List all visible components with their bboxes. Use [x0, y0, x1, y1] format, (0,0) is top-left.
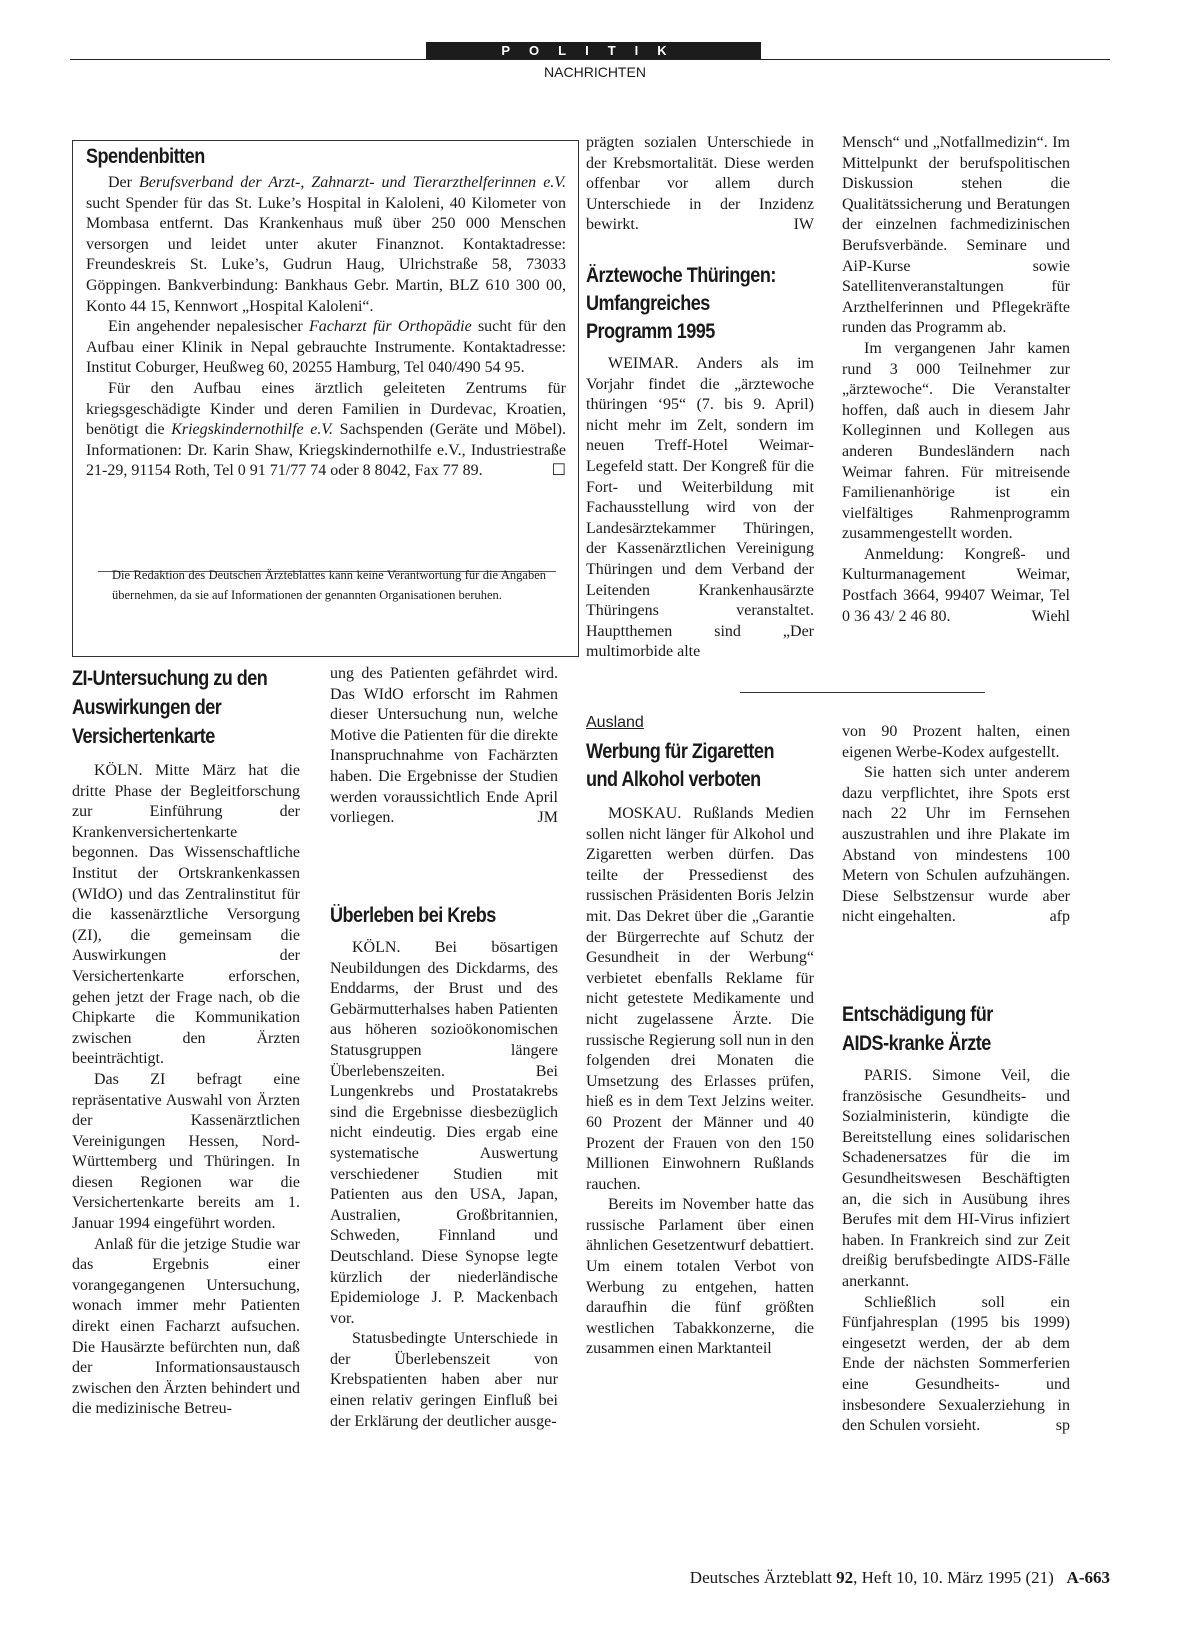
article-zi-title: ZI-Untersuchung zu den Auswirkungen der Versichertenkarte	[72, 667, 268, 748]
article-aids-title: Entschädigung für AIDS-kranke Ärzte	[842, 1003, 993, 1055]
article-krebs-title: Überleben bei Krebs	[330, 904, 496, 927]
article-weimar-title: Programm 1995	[586, 320, 715, 343]
article-werbung-cont	[842, 722, 1070, 928]
article-paragraph: von 90 Prozent halten, einen eigenen Werbe-Kodex aufgestellt.	[842, 723, 1070, 761]
article-paragraph: MOSKAU. Rußlands Medien sollen nicht länger für Alkohol und Zigaretten werben dürfen. Das teilte der Pressedienst des russischen Präsidenten Boris Jelzin mit. Das Dekret über die „Garantie der Bürgerrechte auf Schutz der Gesundheit in der Werbung“ verbietet ebenfalls Reklame für nicht getestete Medikamente und nicht zugelassene Ärzte. Die russische Regierung soll nun in den folgenden drei Monaten die Umsetzung des Erlasses prüfen, hieß es in dem Text Jelzins weiter. 60 Prozent der Männer und 40 Prozent der Frauen von den 150 Millionen Einwohnern Rußlands rauchen.	[586, 805, 814, 1193]
section-rubric-bar: POLITIK	[426, 42, 761, 60]
article-paragraph: PARIS. Simone Veil, die französische Gesundheits- und Sozialministerin, kündigte die Bereitstellung eines solidarischen Schadenersatzes für die im Gesundheitswesen Beschäftigten an, die sich in Ausübung ihres Berufes mit dem HI-Virus infiziert haben. In Frankreich sind zur Zeit dreißig berufsbedingte AIDS-Fälle anerkannt.	[842, 1067, 1070, 1290]
article-separator	[740, 692, 985, 693]
article-paragraph: Anmeldung: Kongreß- und Kulturmanagement Weimar, Postfach 3664, 99407 Weimar, Tel 0 36 43/ 2 46 80. Wiehl	[842, 545, 1070, 627]
author-sig: Wiehl	[1031, 607, 1070, 625]
end-mark: ☐	[551, 462, 566, 480]
article-paragraph: Mensch“ und „Notfallmedizin“. Im Mittelpunkt der berufspolitischen Diskussion stehen die Qualitätssicherung und Beratungen der einzelnen fachmedizinischen Berufsverbände. Seminare und AiP-Kurse sowie Satellitenveranstaltungen für Arzthelferinnen und Pflegekräfte runden das Programm ab.	[842, 134, 1070, 337]
article-weimar-col2	[842, 133, 1070, 627]
article-paragraph: Statusbedingte Unterschiede in der Überlebenszeit von Krebspatienten haben aber nur einen relativ geringen Einfluß bei der Erklärung der deutlicher ausge-	[330, 1330, 558, 1430]
article-weimar-title: Umfangreiches	[586, 292, 710, 315]
footer-page-number: A-663	[1066, 1568, 1110, 1587]
article-paragraph: KÖLN. Bei bösartigen Neubildungen des Dickdarms, des Enddarms, der Brust und des Gebärmutterhalses haben Patienten aus höheren sozioökonomischen Statusgruppen längere Überlebenszeiten. Bei Lungenkrebs und Prostatakrebs sind die Ergebnisse diesbezüglich nicht eindeutig. Dies ergab eine systematische Auswertung verschiedener Studien mit Patienten aus den USA, Japan, Australien, Großbritannien, Schweden, Finnland und Deutschland. Diese Synopse legte kürzlich der niederländische Epidemiologe J. P. Mackenbach vor.	[330, 939, 558, 1327]
article-paragraph: Im vergangenen Jahr kamen rund 3 000 Teilnehmer zur „ärztewoche“. Die Veranstalter hoffen, daß auch in diesem Jahr Kolleginnen und Kollegen aus anderen Bundesländern nach Weimar fahren. Für mitreisende Familienanhörige ist ein vielfältiges Rahmenprogramm zusammengestellt worden.	[842, 339, 1070, 543]
donation-paragraph: Für den Aufbau eines ärztlich geleiteten Zentrums für kriegsgeschädigte Kinder und deren Familien in Durdevac, Kroatien, benötigt die Kriegskindernothilfe e.V. Sachspenden (Geräte und Möbel). Informationen: Dr. Karin Shaw, Kriegskindernothilfe e.V., Industriestraße 21-29, 91154 Roth, Tel 0 91 71/77 74 oder 8 8042, Fax 77 89. ☐	[86, 379, 566, 482]
article-paragraph: ung des Patienten gefährdet wird. Das WIdO erforscht im Rahmen dieser Untersuchung nun, welche Motive die Patienten für die direkte Inanspruchnahme von Fachärzten haben. Die Ergebnisse der Studien werden voraussichtlich Ende April vorliegen. JM	[330, 664, 558, 829]
article-paragraph: Sie hatten sich unter anderem dazu verpflichtet, ihre Spots erst nach 22 Uhr im Fernsehen auszustrahlen und ihre Plakate im Abstand von mindestens 100 Metern von Schulen aufzuhängen. Diese Selbstzensur wurde aber nicht eingehalten. afp	[842, 763, 1070, 928]
footer-journal: Deutsches Ärzteblatt	[689, 1568, 837, 1587]
article-aids	[842, 1000, 1070, 1437]
rubric-ausland: Ausland	[586, 714, 644, 731]
donation-paragraph: Der Berufsverband der Arzt-, Zahnarzt- und Tierarzthelferinnen e.V. sucht Spender für das St. Luke’s Hospital in Kaloleni, 40 Kilometer von Mombasa entfernt. Das Krankenhaus muß über 250 000 Menschen versorgen und leidet unter akuter Finanznot. Kontaktadresse: Freundeskreis St. Luke’s, Gudrun Haug, Ulrichstraße 58, 73033 Göppingen. Bankverbindung: Bankhaus Gebr. Martin, BLZ 610 300 00, Konto 44 15, Kennwort „Hospital Kaloleni“.	[86, 174, 567, 315]
disclaimer	[112, 565, 546, 605]
article-krebs-cont	[586, 133, 814, 236]
article-weimar-col1	[586, 262, 814, 663]
article-werbung-title: Werbung für Zigaretten und Alkohol verboten	[586, 740, 774, 791]
author-sig: sp	[1055, 1417, 1070, 1435]
footer-volume: 92	[836, 1568, 854, 1587]
author-sig: afp	[1049, 908, 1070, 926]
article-krebs	[330, 902, 558, 1432]
header-rule	[70, 59, 1110, 60]
article-paragraph: Das ZI befragt eine repräsentative Auswahl von Ärzten der Kassenärztlichen Vereinigungen Hessen, Nord-Württemberg und Thüringen. In diesen Regionen war die Versichertenkarte bereits am 1. Januar 1994 eingeführt worden.	[72, 1070, 300, 1233]
article-zi-col2	[330, 664, 558, 829]
article-weimar-title: Ärztewoche Thüringen:	[586, 264, 776, 287]
footer-issue: , Heft 10, 10. März 1995 (21)	[853, 1568, 1054, 1587]
article-zi-col1	[72, 664, 300, 1420]
page-footer	[600, 1568, 1110, 1588]
disclaimer-text: Die Redaktion des Deutschen Ärzteblattes kann keine Verantwortung für die Angaben übernehmen, da sie auf Informationen der genannten Organisationen beruhen.	[112, 568, 546, 602]
donation-box-title: Spendenbitten	[86, 145, 205, 168]
section-label: NACHRICHTEN	[544, 64, 646, 80]
article-werbung	[586, 714, 814, 1360]
donation-box-content	[86, 143, 566, 482]
article-paragraph: prägten sozialen Unterschiede in der Krebsmortalität. Diese werden offenbar vor allem durch Unterschiede in der Inzidenz bewirkt. IW	[586, 133, 814, 236]
article-paragraph: Schließlich soll ein Fünfjahresplan (1995 bis 1999) eingesetzt werden, der ab dem Ende der nächsten Sommerferien eine Gesundheits- und insbesondere Sexualerziehung in den Schulen vorsieht. sp	[842, 1293, 1070, 1437]
article-paragraph: Anlaß für die jetzige Studie war das Ergebnis einer vorangegangenen Untersuchung, wonach immer mehr Patienten direkt einen Facharzt aufsuchen. Die Hausärzte befürchten nun, daß der Informationsaustausch zwischen den Ärzten behindert und die medizinische Betreu-	[72, 1235, 300, 1418]
author-sig: IW	[793, 216, 814, 234]
article-paragraph: KÖLN. Mitte März hat die dritte Phase der Begleitforschung zur Einführung der Krankenversichertenkarte begonnen. Das Wissenschaftliche Institut der Ortskrankenkassen (WIdO) und das Zentralinstitut für die kassenärztliche Versorgung (ZI), die gemeinsam die Auswirkungen der Versichertenkarte erforschen, gehen jetzt der Frage nach, ob die Chipkarte die Kommunikation zwischen den Ärzten beeinträchtigt.	[72, 762, 300, 1068]
article-paragraph: Bereits im November hatte das russische Parlament über einen ähnlichen Gesetzentwurf debattiert. Um einem totalen Verbot von Werbung zu entgehen, hatten daraufhin die fünf größten westlichen Tabakkonzerne, die zusammen einen Marktanteil	[586, 1196, 814, 1358]
donation-paragraph: Ein angehender nepalesischer Facharzt für Orthopädie sucht für den Aufbau einer Klinik in Nepal gebrauchte Instrumente. Kontaktadresse: Institut Coburger, Heußweg 60, 20255 Hamburg, Tel 040/490 54 95.	[86, 318, 567, 377]
article-paragraph: WEIMAR. Anders als im Vorjahr findet die „ärztewoche thüringen ‘95“ (7. bis 9. April) nicht mehr im Zelt, sondern im neuen Treff-Hotel Weimar-Legefeld statt. Der Kongreß für die Fort- und Weiterbildung mit Fachausstellung wird von der Landesärztekammer Thüringen, der Kassenärztlichen Vereinigung Thüringen und dem Verband der Leitenden Krankenhausärzte Thüringens veranstaltet. Hauptthemen sind „Der multimorbide alte	[586, 355, 814, 661]
author-sig: JM	[537, 809, 558, 827]
